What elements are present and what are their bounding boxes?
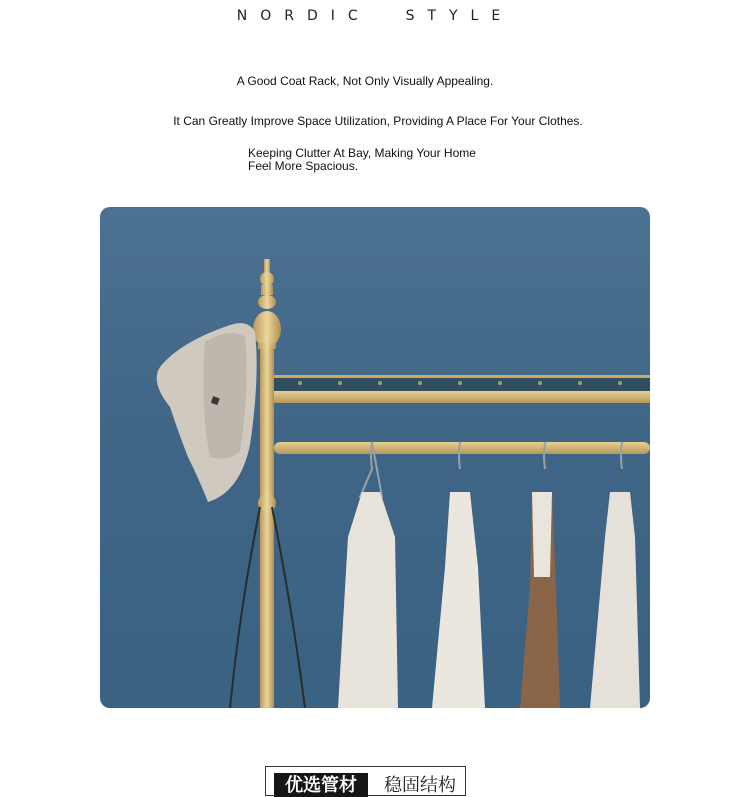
- coat-rack-illustration: [100, 207, 650, 708]
- tagline-1: A Good Coat Rack, Not Only Visually Appealing.: [236, 74, 494, 88]
- tab-premium-tubing[interactable]: 优选管材: [274, 773, 368, 797]
- tagline-2: It Can Greatly Improve Space Utilization, Providing A Place For Your Clothes.: [173, 114, 583, 128]
- product-photo: [100, 207, 650, 708]
- shelf-rail: [274, 391, 650, 403]
- tab-stable-structure[interactable]: 稳固结构: [384, 775, 456, 795]
- feature-tabs: [265, 766, 466, 796]
- tagline-3-line-a: Keeping Clutter At Bay, Making Your Home: [248, 146, 476, 160]
- tagline-3: [248, 147, 476, 173]
- hanging-bar: [274, 442, 650, 454]
- tagline-3-line-b: Feel More Spacious.: [248, 159, 359, 173]
- section-heading: NORDIC STYLE: [236, 8, 514, 24]
- rack-post: [260, 327, 274, 708]
